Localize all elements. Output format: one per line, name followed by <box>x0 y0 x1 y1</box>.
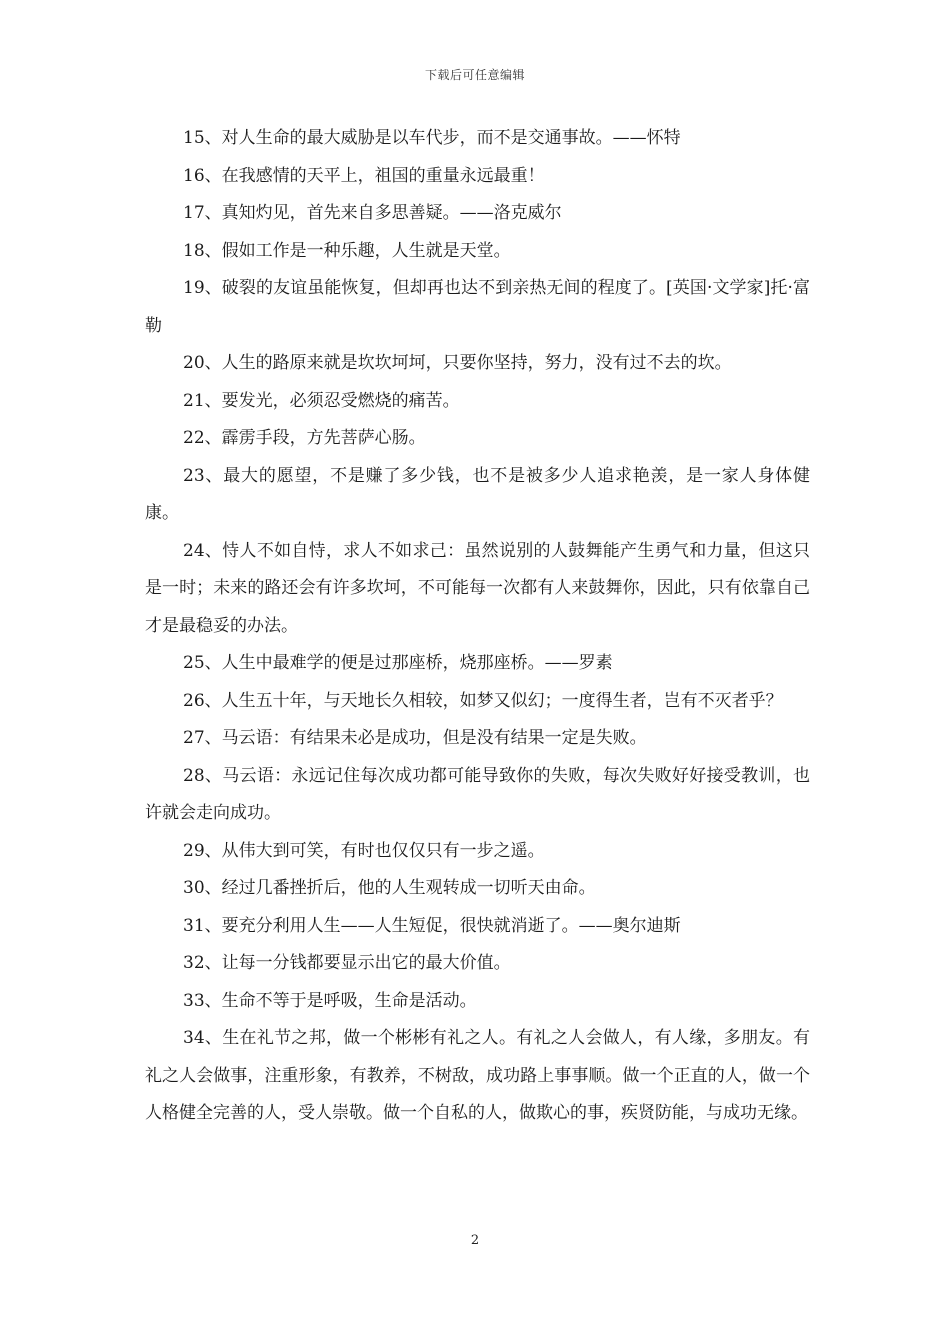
page-number: 2 <box>470 1233 480 1248</box>
quote-paragraph: 30、经过几番挫折后，他的人生观转成一切听天由命。 <box>183 878 596 898</box>
quote-paragraph: 29、从伟大到可笑，有时也仅仅只有一步之遥。 <box>183 840 545 861</box>
quote-paragraph: 22、霹雳手段，方先菩萨心肠。 <box>183 428 426 448</box>
quote-paragraph: 27、马云语：有结果未必是成功，但是没有结果一定是失败。 <box>183 728 647 748</box>
quote-paragraph: 24、恃人不如自恃，求人不如求己：虽然说别的人鼓舞能产生勇气和力量，但这只是一时；未来的路还会有许多坎坷，不可能每一次都有人来鼓舞你，因此，只有依靠自己才是最稳妥的办法。 <box>145 540 810 636</box>
quote-paragraph: 26、人生五十年，与天地长久相较，如梦又似幻；一度得生者，岂有不灭者乎？ <box>183 690 783 711</box>
quote-paragraph: 15、对人生命的最大威胁是以车代步，而不是交通事故。——怀特 <box>183 128 681 148</box>
quote-paragraph: 21、要发光，必须忍受燃烧的痛苦。 <box>183 390 460 411</box>
quote-paragraph: 16、在我感情的天平上，祖国的重量永远最重！ <box>183 165 545 186</box>
header-note: 下载后可任意编辑 <box>424 68 525 82</box>
quote-paragraph: 18、假如工作是一种乐趣，人生就是天堂。 <box>183 240 511 261</box>
body-text <box>145 120 810 1133</box>
quote-paragraph: 31、要充分利用人生——人生短促，很快就消逝了。——奥尔迪斯 <box>183 915 681 936</box>
quote-paragraph: 23、最大的愿望，不是赚了多少钱，也不是被多少人追求艳羡，是一家人身体健康。 <box>145 465 810 523</box>
quote-paragraph: 25、人生中最难学的便是过那座桥，烧那座桥。——罗素 <box>183 653 613 673</box>
quote-paragraph: 33、生命不等于是呼吸，生命是活动。 <box>183 990 477 1011</box>
quote-paragraph: 32、让每一分钱都要显示出它的最大价值。 <box>183 953 511 973</box>
quote-paragraph: 19、破裂的友谊虽能恢复，但却再也达不到亲热无间的程度了。[英国·文学家]托·富勒 <box>145 278 810 336</box>
quote-paragraph: 20、人生的路原来就是坎坎坷坷，只要你坚持，努力，没有过不去的坎。 <box>183 353 732 373</box>
quote-paragraph: 28、马云语：永远记住每次成功都可能导致你的失败，每次失败好好接受教训，也许就会走向成功。 <box>145 765 810 823</box>
quote-paragraph: 17、真知灼见，首先来自多思善疑。——洛克威尔 <box>183 203 562 223</box>
quote-paragraph: 34、生在礼节之邦，做一个彬彬有礼之人。有礼之人会做人，有人缘，多朋友。有礼之人会做事，注重形象，有教养，不树敌，成功路上事事顺。做一个正直的人，做一个人格健全完善的人，受人崇敬。做一个自私的人，做欺心的事，疾贤防能，与成功无缘。 <box>145 1028 810 1123</box>
